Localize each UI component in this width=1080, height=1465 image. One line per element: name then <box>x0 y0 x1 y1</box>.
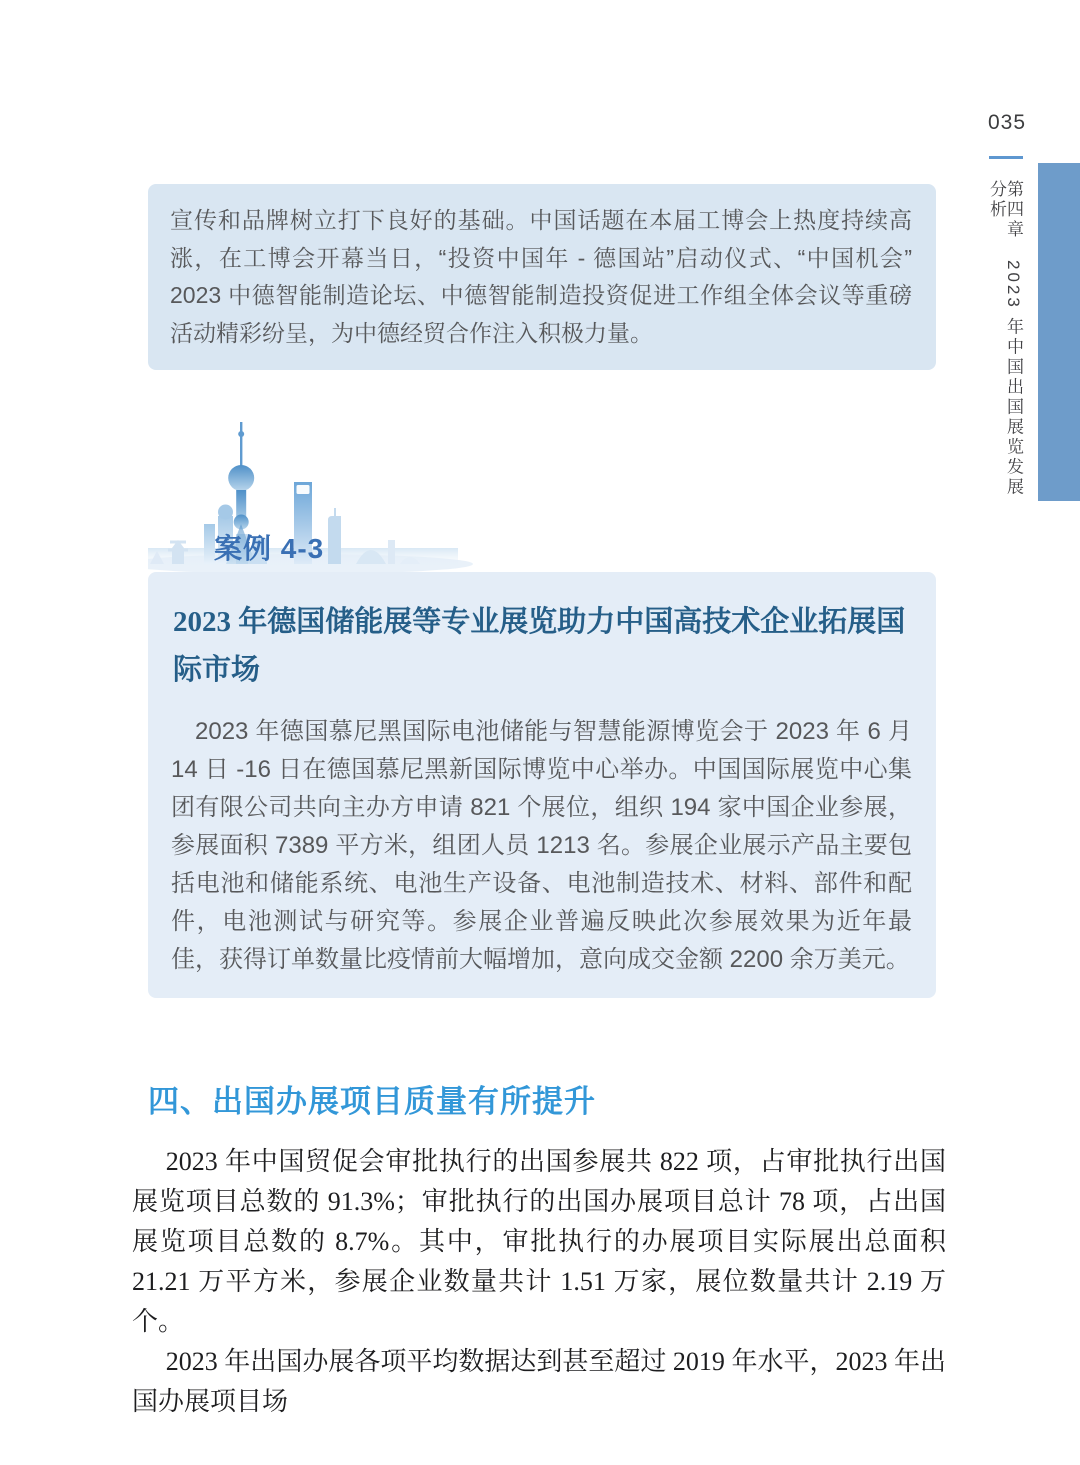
paragraph: 2023 年中国贸促会审批执行的出国参展共 822 项，占审批执行出国展览项目总数的 91.3%；审批执行的出国办展项目总计 78 项，占出国展览项目总数的 8.7%。其中，审批执行的办展项目实际展出总面积 21.21 万平方米，参展企业数量共计 1.51 万家，展位数量共计 2.19 万个。 <box>132 1147 946 1336</box>
section-heading: 四、出国办展项目质量有所提升 <box>148 1084 596 1119</box>
chapter-sidebar-title: 第四章 2023 年中国出国展览发展分析 <box>987 180 1023 498</box>
section-body <box>132 1142 946 1422</box>
intro-text: 宣传和品牌树立打下良好的基础。中国话题在本届工博会上热度持续高涨，在工博会开幕当日，“投资中国年 - 德国站”启动仪式、“中国机会”2023 中德智能制造论坛、中德智能制造投资促进工作组全体会议等重磅活动精彩纷呈，为中德经贸合作注入积极力量。 <box>170 207 912 346</box>
case-body-text: 2023 年德国慕尼黑国际电池储能与智慧能源博览会于 2023 年 6 月 14 日 -16 日在德国慕尼黑新国际博览中心举办。中国国际展览中心集团有限公司共向主办方申请 821 个展位，组织 194 家中国企业参展，参展面积 7389 平方米，组团人员 1213 名。参展企业展示产品主要包括电池和储能系统、电池生产设备、电池制造技术、材料、部件和配件，电池测试与研究等。参展企业普遍反映此次参展效果为近年最佳，获得订单数量比疫情前大幅增加，意向成交金额 2200 余万美元。 <box>171 718 912 973</box>
intro-box <box>148 184 936 370</box>
page-number: 035 <box>988 111 1027 134</box>
paragraph: 2023 年出国办展各项平均数据达到甚至超过 2019 年水平，2023 年出国办展项目场 <box>132 1347 946 1416</box>
case-box <box>148 572 936 998</box>
sidebar-accent-bar <box>1038 163 1080 501</box>
page-number-rule <box>989 156 1023 159</box>
case-label: 案例 4-3 <box>214 533 325 564</box>
case-title: 2023 年德国储能展等专业展览助力中国高技术企业拓展国际市场 <box>173 606 906 686</box>
